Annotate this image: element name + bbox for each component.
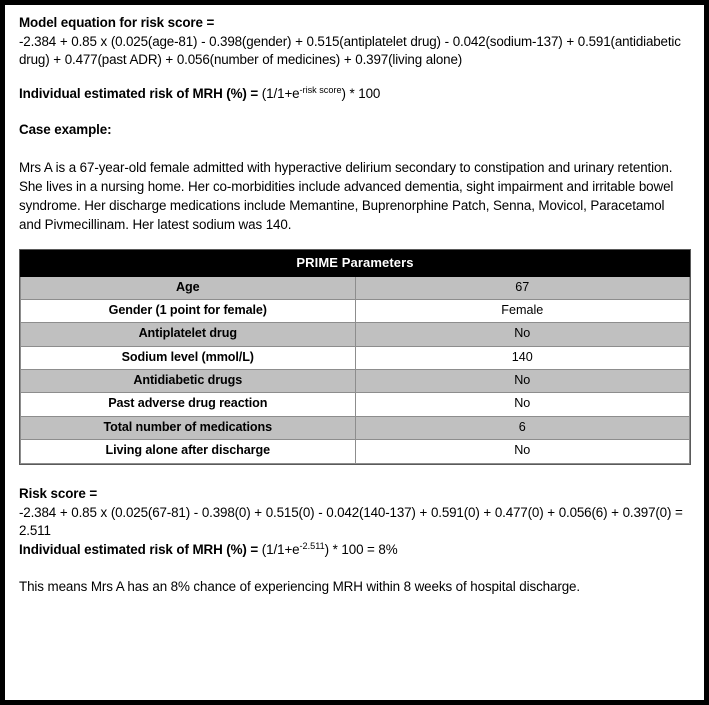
case-example-heading: Case example: (19, 122, 112, 137)
table-cell-parameter: Living alone after discharge (21, 440, 356, 463)
spacer (19, 140, 690, 158)
risk-score-heading: Risk score = (19, 486, 98, 502)
table-row (21, 346, 690, 369)
risk-score-calculation: -2.384 + 0.85 x (0.025(67-81) - 0.398(0) + 0.515(0) - 0.042(140-137) + 0.591(0) + 0.477(0) + 0.056(6) + 0.397(0) = 2.511 (19, 504, 683, 539)
table-cell-parameter: Antidiabetic drugs (21, 370, 356, 393)
table-cell-parameter: Gender (1 point for female) (21, 299, 356, 322)
individual-risk-result-label: Individual estimated risk of MRH (%) = (19, 541, 262, 557)
conclusion-text: This means Mrs A has an 8% chance of experiencing MRH within 8 weeks of hospital discharge. (19, 579, 581, 595)
individual-risk-result-expression-close: ) * 100 = 8% (324, 541, 398, 557)
individual-risk-expression-close: ) * 100 (341, 85, 381, 101)
table-cell-parameter: Total number of medications (21, 416, 356, 439)
table-head (21, 250, 690, 276)
model-equation-formula: -2.384 + 0.85 x (0.025(age-81) - 0.398(gender) + 0.515(antiplatelet drug) - 0.042(sodium-137) + 0.591(antidiabetic drug) + 0.477(past ADR) + 0.056(number of medicines) + 0.397(living alone) (19, 33, 681, 67)
individual-risk-exponent: -risk score (299, 85, 342, 96)
spacer (19, 234, 690, 249)
table-cell-value: 140 (355, 346, 690, 369)
table-cell-value: No (355, 323, 690, 346)
table-cell-value: Female (355, 299, 690, 322)
table-cell-value: 6 (355, 416, 690, 439)
table-cell-value: No (355, 370, 690, 393)
table-row (21, 299, 690, 322)
individual-risk-expression-open: (1/1+e (261, 85, 300, 101)
individual-risk-result-exponent: -2.511 (299, 541, 325, 552)
spacer (19, 559, 690, 577)
spacer (19, 70, 690, 85)
individual-risk-label: Individual estimated risk of MRH (%) = (19, 85, 262, 101)
case-example-text: Mrs A is a 67-year-old female admitted with hyperactive delirium secondary to constipation and urinary retention. She lives in a nursing home. Her co-morbidities include advanced dementia, sight impairment and irritable bowel syndrome. Her discharge medications include Memantine, Buprenorphine Patch, Senna, Movicol, Paracetamol and Pivmecillinam. Her latest sodium was 140. (19, 159, 674, 232)
model-equation-heading: Model equation for risk score = (19, 15, 215, 30)
table-cell-parameter: Past adverse drug reaction (21, 393, 356, 416)
table-cell-value: No (355, 393, 690, 416)
table-cell-value: 67 (355, 276, 690, 299)
table-body (21, 276, 690, 463)
prime-table-container (19, 249, 690, 470)
table-header-row (21, 250, 690, 276)
prime-parameters-table (20, 250, 690, 464)
prime-table-border (19, 249, 691, 465)
table-row (21, 416, 690, 439)
individual-risk-result-line (19, 541, 690, 560)
document-body (19, 14, 690, 596)
spacer (19, 103, 690, 121)
table-row (21, 276, 690, 299)
table-row (21, 440, 690, 463)
table-cell-parameter: Age (21, 276, 356, 299)
table-title: PRIME Parameters (21, 250, 690, 276)
individual-risk-line (19, 85, 690, 104)
individual-risk-result-expression-open: (1/1+e (261, 541, 300, 557)
table-row (21, 323, 690, 346)
spacer (19, 470, 690, 485)
table-cell-parameter: Sodium level (mmol/L) (21, 346, 356, 369)
table-row (21, 393, 690, 416)
table-cell-parameter: Antiplatelet drug (21, 323, 356, 346)
table-cell-value: No (355, 440, 690, 463)
table-row (21, 370, 690, 393)
